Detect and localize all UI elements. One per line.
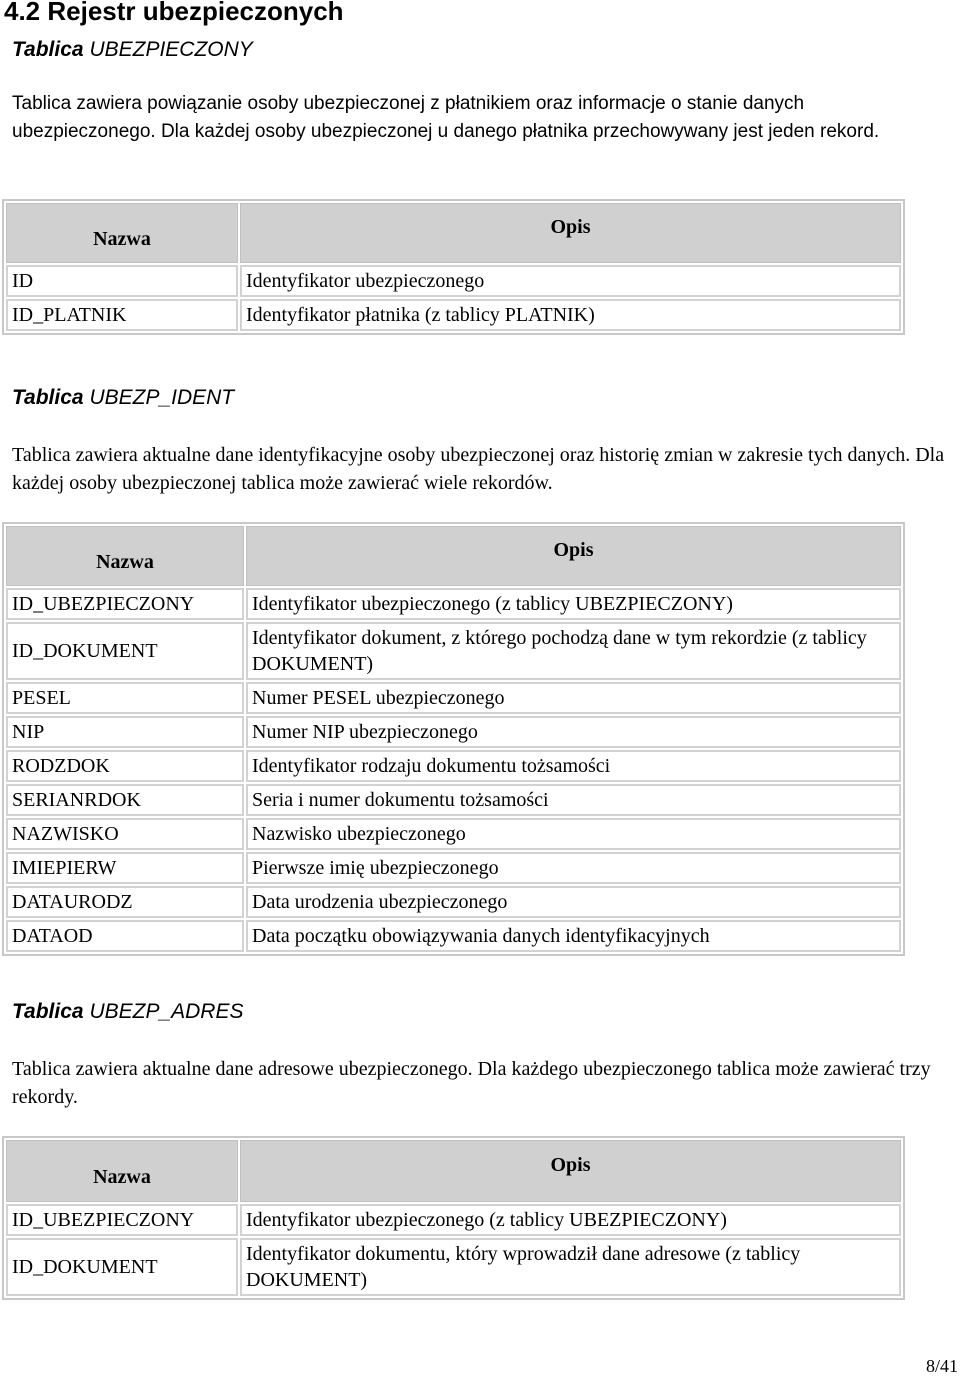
table-row: [6, 852, 901, 884]
field-name: DATAURODZ: [6, 886, 244, 918]
field-name: SERIANRDOK: [6, 784, 244, 816]
register-table-ubezp-ident: [2, 522, 905, 956]
field-description: Identyfikator ubezpieczonego: [240, 265, 901, 297]
field-name: IMIEPIERW: [6, 852, 244, 884]
table-heading-ubezp-ident: [12, 386, 234, 410]
field-description: Nazwisko ubezpieczonego: [246, 818, 901, 850]
table-row: [6, 682, 901, 714]
table-row: [6, 622, 901, 680]
table-name: UBEZPIECZONY: [89, 38, 253, 61]
table-row: [6, 886, 901, 918]
field-description: Identyfikator ubezpieczonego (z tablicy UBEZPIECZONY): [246, 588, 901, 620]
table-name: UBEZP_ADRES: [89, 1000, 244, 1023]
table-heading-ubezp-adres: [12, 1000, 243, 1024]
column-header-description: Opis: [240, 1140, 901, 1202]
field-name: ID_DOKUMENT: [6, 1238, 238, 1296]
field-name: NAZWISKO: [6, 818, 244, 850]
field-name: PESEL: [6, 682, 244, 714]
table-row: [6, 265, 901, 297]
section-title: 4.2 Rejestr ubezpieczonych: [4, 0, 344, 26]
field-description: Identyfikator rodzaju dokumentu tożsamości: [246, 750, 901, 782]
field-description: Numer NIP ubezpieczonego: [246, 716, 901, 748]
field-name: RODZDOK: [6, 750, 244, 782]
column-header-name: Nazwa: [6, 1140, 238, 1202]
table-row: [6, 784, 901, 816]
table-description-ubezp-adres: Tablica zawiera aktualne dane adresowe ubezpieczonego. Dla każdego ubezpieczonego tablica może zawierać trzy rekordy.: [12, 1058, 931, 1108]
field-description: Seria i numer dokumentu tożsamości: [246, 784, 901, 816]
column-header-description: Opis: [240, 203, 901, 263]
field-name: ID_PLATNIK: [6, 299, 238, 331]
field-name: ID_UBEZPIECZONY: [6, 588, 244, 620]
column-header-name: Nazwa: [6, 203, 238, 263]
field-name: ID: [6, 265, 238, 297]
register-table-ubezp-adres: [2, 1136, 905, 1300]
table-heading-ubezpieczony: [12, 38, 253, 62]
field-description: Pierwsze imię ubezpieczonego: [246, 852, 901, 884]
column-header-name: Nazwa: [6, 526, 244, 586]
table-row: [6, 588, 901, 620]
table-row: [6, 1238, 901, 1296]
table-row: [6, 920, 901, 952]
field-description: Data początku obowiązywania danych identyfikacyjnych: [246, 920, 901, 952]
field-name: ID_DOKUMENT: [6, 622, 244, 680]
table-row: [6, 818, 901, 850]
table-label: Tablica: [12, 386, 84, 409]
field-description: Identyfikator dokumentu, który wprowadził dane adresowe (z tablicy DOKUMENT): [240, 1238, 901, 1296]
register-table-ubezpieczony: [2, 199, 905, 335]
field-description: Identyfikator dokument, z którego pochodzą dane w tym rekordzie (z tablicy DOKUMENT): [246, 622, 901, 680]
field-description: Identyfikator płatnika (z tablicy PLATNIK): [240, 299, 901, 331]
field-description: Identyfikator ubezpieczonego (z tablicy UBEZPIECZONY): [240, 1204, 901, 1236]
table-row: [6, 1204, 901, 1236]
field-description: Numer PESEL ubezpieczonego: [246, 682, 901, 714]
field-description: Data urodzenia ubezpieczonego: [246, 886, 901, 918]
table-row: [6, 716, 901, 748]
column-header-description: Opis: [246, 526, 901, 586]
table-name: UBEZP_IDENT: [89, 386, 235, 409]
field-name: ID_UBEZPIECZONY: [6, 1204, 238, 1236]
table-row: [6, 299, 901, 331]
page-number: 8/41: [925, 1356, 958, 1376]
table-label: Tablica: [12, 38, 84, 61]
field-name: DATAOD: [6, 920, 244, 952]
field-name: NIP: [6, 716, 244, 748]
table-row: [6, 750, 901, 782]
table-description-ubezp-ident: Tablica zawiera aktualne dane identyfikacyjne osoby ubezpieczonej oraz historię zmian w zakresie tych danych. Dla każdej osoby ubezpieczonej tablica może zawierać wiele rekordów.: [12, 444, 945, 494]
table-description-ubezpieczony: Tablica zawiera powiązanie osoby ubezpieczonej z płatnikiem oraz informacje o stanie danych ubezpieczonego. Dla każdej osoby ubezpieczonej u danego płatnika przechowywany jest jeden rekord.: [12, 93, 880, 142]
table-label: Tablica: [12, 1000, 84, 1023]
